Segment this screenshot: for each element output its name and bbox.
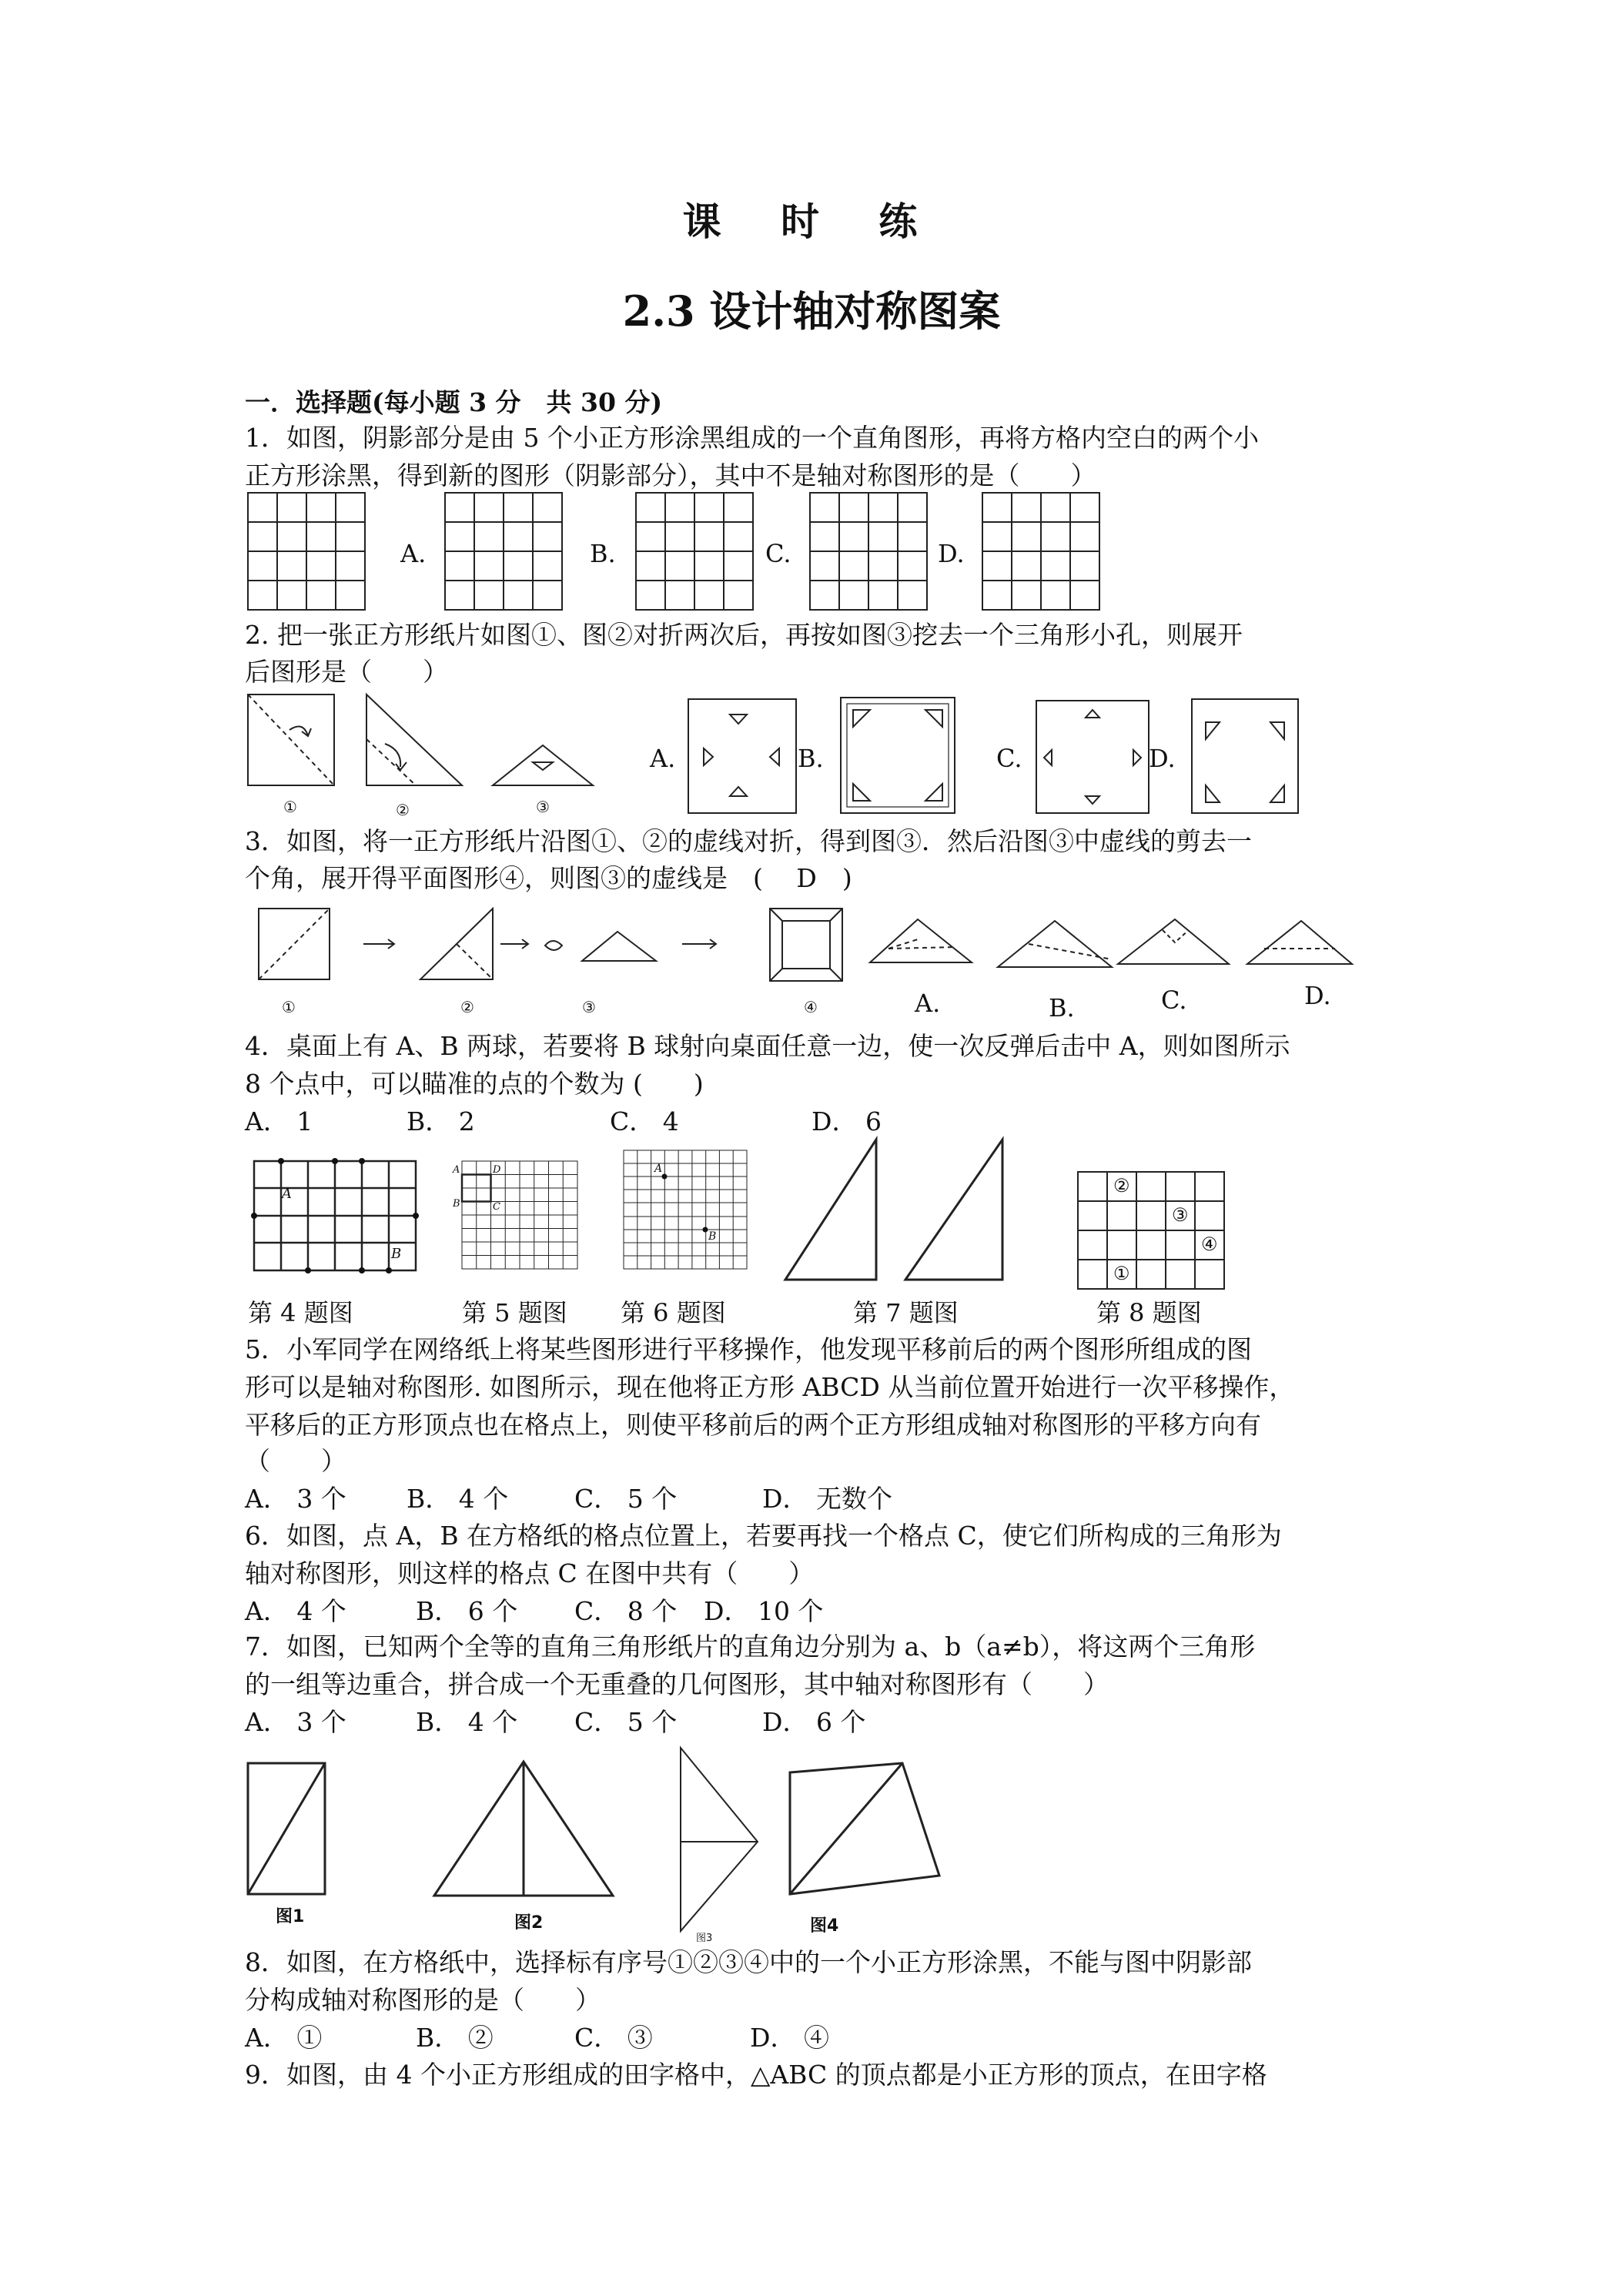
caption-q8: 第 8 题图 bbox=[1096, 1298, 1202, 1327]
q3-text-line1: 3．如图，将一正方形纸片沿图①、②的虚线对折，得到图③．然后沿图③中虚线的剪去一 bbox=[245, 826, 1252, 856]
q2-option-d: D. bbox=[1149, 744, 1176, 773]
q3-text-line2: 个角，展开得平面图形④，则图③的虚线是 ( D ) bbox=[245, 863, 852, 893]
caption-q7: 第 7 题图 bbox=[853, 1298, 959, 1327]
q3-option-c: C. bbox=[1161, 986, 1187, 1015]
q2-text-line2: 后图形是（ ） bbox=[245, 657, 448, 687]
q8-choice-d: D． ④ bbox=[750, 2023, 829, 2053]
q8-choice-b: B． ② bbox=[416, 2023, 494, 2053]
q6-text-line2: 轴对称图形，则这样的格点 C 在图中共有（ ） bbox=[245, 1558, 815, 1588]
q2-option-c: C. bbox=[996, 744, 1022, 773]
q5-choice-c: C． 5 个 bbox=[574, 1484, 678, 1514]
fig8-label-2: ② bbox=[1113, 1175, 1130, 1197]
fig6-label-b: B bbox=[708, 1230, 717, 1243]
q7-choice-c: C． 5 个 bbox=[574, 1707, 678, 1737]
q5-choice-d: D． 无数个 bbox=[762, 1484, 892, 1514]
q1-option-c: C. bbox=[765, 539, 791, 568]
q8-choice-a: A． ① bbox=[245, 2023, 323, 2053]
q3-option-a: A. bbox=[915, 989, 941, 1018]
q1-option-b: B. bbox=[590, 539, 616, 568]
q5-choice-b: B． 4 个 bbox=[407, 1484, 509, 1514]
q2-fig1-label: ① bbox=[283, 798, 297, 816]
fig5-label-a: A bbox=[453, 1164, 460, 1176]
q2-fig2-label: ② bbox=[396, 801, 410, 819]
q8-text-line1: 8．如图，在方格纸中，选择标有序号①②③④中的一个小正方形涂黑，不能与图中阴影部 bbox=[245, 1947, 1252, 1977]
q5-text-line1: 5．小军同学在网络纸上将某些图形进行平移操作，他发现平移前后的两个图形所组成的图 bbox=[245, 1334, 1252, 1364]
page-title: 课 时 练 bbox=[682, 199, 941, 244]
q4-text-line2: 8 个点中，可以瞄准的点的个数为 ( ) bbox=[245, 1069, 704, 1099]
fig5-label-b: B bbox=[453, 1198, 460, 1210]
fig8-label-1: ① bbox=[1113, 1263, 1130, 1284]
fig4-label-b: B bbox=[391, 1246, 402, 1262]
q7-choice-a: A． 3 个 bbox=[245, 1707, 346, 1737]
q2-option-a: A. bbox=[650, 744, 676, 773]
q4-choice-d: D． 6 bbox=[812, 1106, 882, 1136]
q1-text-line2: 正方形涂黑，得到新的图形（阴影部分），其中不是轴对称图形的是（ ） bbox=[245, 460, 1096, 490]
fig8-label-4: ④ bbox=[1201, 1233, 1218, 1255]
q6-choice-b: B． 6 个 bbox=[416, 1596, 518, 1626]
q1-option-a: A. bbox=[400, 539, 427, 568]
q9-text-line1: 9．如图，由 4 个小正方形组成的田字格中，△ABC 的顶点都是小正方形的顶点，在田字格 bbox=[245, 2060, 1267, 2090]
q3-fig4-label: ④ bbox=[804, 998, 818, 1016]
q4-choice-c: C． 4 bbox=[610, 1106, 679, 1136]
q2-option-b: B. bbox=[798, 744, 824, 773]
q8-choice-c: C． ③ bbox=[574, 2023, 653, 2053]
q6-choice-c: C． 8 个 bbox=[574, 1596, 678, 1626]
q3-fig2-label: ② bbox=[460, 998, 474, 1016]
q2-text-line1: 2. 把一张正方形纸片如图①、图②对折两次后，再按如图③挖去一个三角形小孔，则展开 bbox=[245, 620, 1243, 650]
q7-choice-b: B． 4 个 bbox=[416, 1707, 518, 1737]
caption-q4: 第 4 题图 bbox=[248, 1298, 353, 1327]
q1-option-d: D. bbox=[938, 539, 965, 568]
q3-fig1-label: ① bbox=[282, 998, 296, 1016]
q8-text-line2: 分构成轴对称图形的是（ ） bbox=[245, 1985, 601, 2015]
q5-text-line3: 平移后的正方形顶点也在格点上，则使平移前后的两个正方形组成轴对称图形的平移方向有 bbox=[245, 1410, 1261, 1440]
q2-fig3-label: ③ bbox=[536, 798, 550, 816]
q4-choice-a: A． 1 bbox=[245, 1106, 313, 1136]
caption-q5: 第 5 题图 bbox=[462, 1298, 567, 1327]
q6-choice-d: D． 10 个 bbox=[704, 1596, 824, 1626]
q7-choice-d: D． 6 个 bbox=[762, 1707, 866, 1737]
fig8-label-3: ③ bbox=[1172, 1204, 1189, 1226]
q7-fig2-label: 图2 bbox=[514, 1913, 544, 1933]
q6-text-line1: 6．如图，点 A，B 在方格纸的格点位置上，若要再找一个格点 C，使它们所构成的三角形为 bbox=[245, 1521, 1282, 1551]
q7-fig1-label: 图1 bbox=[276, 1907, 305, 1926]
q7-fig4-label: 图4 bbox=[810, 1916, 839, 1936]
fig5-label-d: D bbox=[493, 1164, 501, 1176]
q3-fig3-label: ③ bbox=[582, 998, 596, 1016]
q5-text-line4: （ ） bbox=[245, 1446, 346, 1476]
q5-text-line2: 形可以是轴对称图形. 如图所示，现在他将正方形 ABCD 从当前位置开始进行一次平移操作， bbox=[245, 1372, 1295, 1402]
fig6-label-a: A bbox=[654, 1163, 663, 1175]
fig4-label-a: A bbox=[282, 1186, 292, 1202]
q1-text-line1: 1．如图，阴影部分是由 5 个小正方形涂黑组成的一个直角图形，再将方格内空白的两个小 bbox=[245, 423, 1259, 453]
q3-option-d: D. bbox=[1304, 981, 1331, 1010]
q6-choice-a: A． 4 个 bbox=[245, 1596, 346, 1626]
page-subtitle: 2.3 设计轴对称图案 bbox=[622, 286, 1001, 336]
caption-q6: 第 6 题图 bbox=[621, 1298, 726, 1327]
q7-text-line2: 的一组等边重合，拼合成一个无重叠的几何图形，其中轴对称图形有（ ） bbox=[245, 1669, 1109, 1699]
q4-choice-b: B． 2 bbox=[407, 1106, 475, 1136]
q4-text-line1: 4．桌面上有 A、B 两球，若要将 B 球射向桌面任意一边，使一次反弹后击中 A，则如图所示 bbox=[245, 1031, 1290, 1061]
section-heading: 一．选择题(每小题 3 分 共 30 分) bbox=[245, 387, 663, 417]
q7-fig3-label: 图3 bbox=[696, 1933, 713, 1944]
q5-choice-a: A． 3 个 bbox=[245, 1484, 346, 1514]
q3-option-b: B. bbox=[1049, 993, 1075, 1022]
fig5-label-c: C bbox=[493, 1201, 500, 1213]
q7-text-line1: 7．如图，已知两个全等的直角三角形纸片的直角边分别为 a、b（a≠b），将这两个三角形 bbox=[245, 1632, 1256, 1662]
